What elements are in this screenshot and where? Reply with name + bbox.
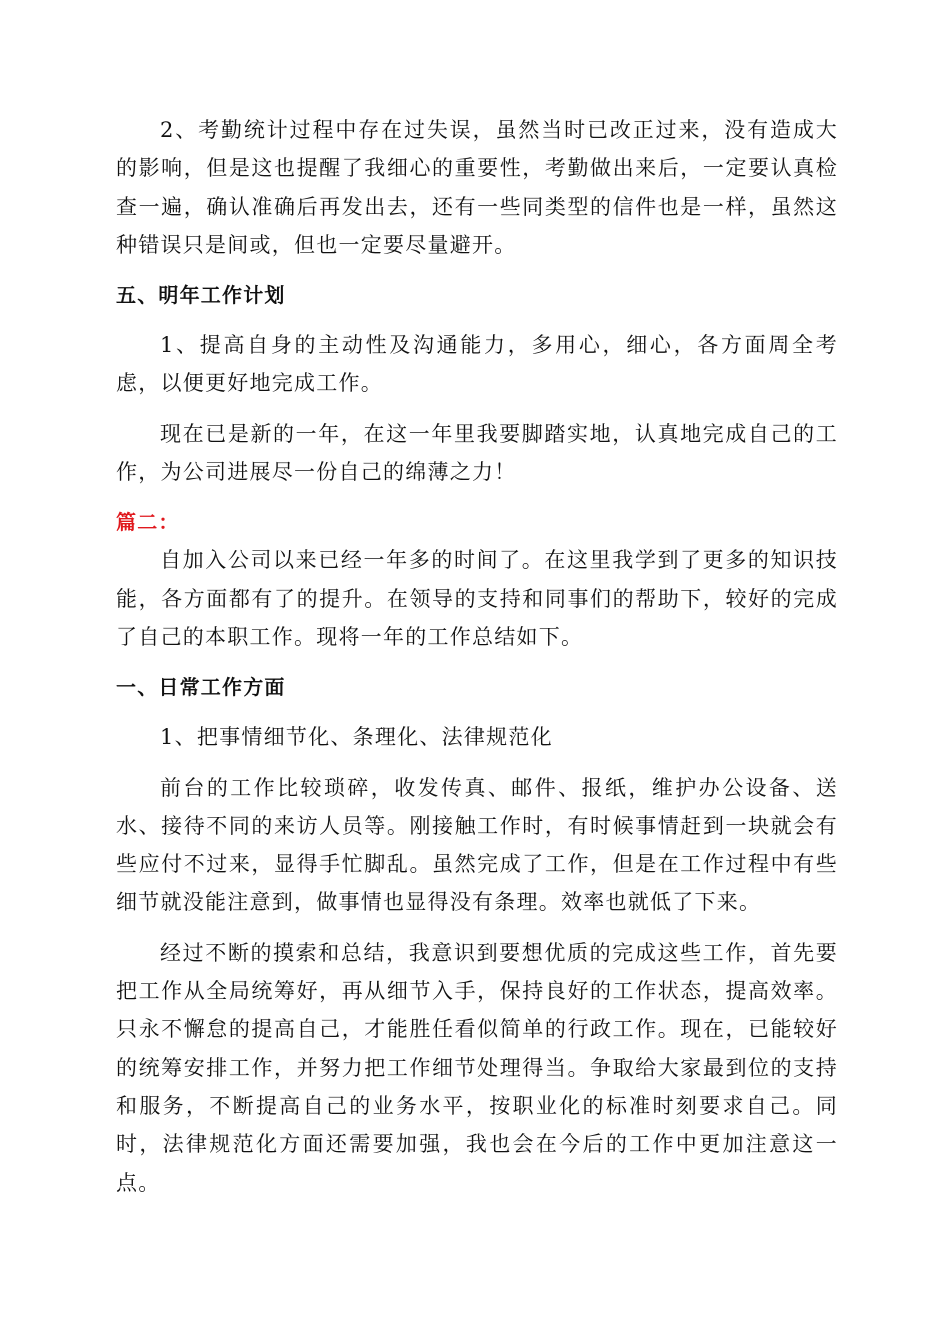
paragraph-daily-work-item-1: 1、把事情细节化、条理化、法律规范化 — [160, 725, 553, 750]
paragraph-improvement-summary: 经过不断的摸索和总结，我意识到要想优质的完成这些工作，首先要把工作从全局统筹好，再从细节入手，保持良好的工作状态，提高效率。只永不懈怠的提高自己，才能胜任看似简单的行政工作。现在，已能较好的统筹安排工作，并努力把工作细节处理得当。争取给大家最到位的支持和服务，不断提高自己的业务水平，按职业化的标准时刻要求自己。同时，法律规范化方面还需要加强，我也会在今后的工作中更加注意这一点。 — [116, 940, 838, 1195]
paragraph-plan-item-1: 1、提高自身的主动性及沟通能力，多用心，细心，各方面周全考虑，以便更好地完成工作。 — [116, 333, 838, 396]
heading-daily-work: 一、日常工作方面 — [116, 675, 286, 700]
paragraph-part-two-intro: 自加入公司以来已经一年多的时间了。在这里我学到了更多的知识技能，各方面都有了的提升。在领导的支持和同事们的帮助下，较好的完成了自己的本职工作。现将一年的工作总结如下。 — [116, 548, 838, 649]
paragraph-front-desk-duties: 前台的工作比较琐碎，收发传真、邮件、报纸，维护办公设备、送水、接待不同的来访人员等。刚接触工作时，有时候事情赶到一块就会有些应付不过来，显得手忙脚乱。虽然完成了工作，但是在工作过程中有些细节就没能注意到，做事情也显得没有条理。效率也就低了下来。 — [116, 775, 838, 915]
heading-next-year-plan: 五、明年工作计划 — [116, 283, 286, 308]
paragraph-new-year-closing: 现在已是新的一年，在这一年里我要脚踏实地，认真地完成自己的工作，为公司进展尽一份自己的绵薄之力！ — [116, 421, 838, 485]
heading-part-two: 篇二： — [116, 510, 180, 535]
document-body — [116, 111, 838, 1202]
paragraph-attendance-mistake: 2、考勤统计过程中存在过失误，虽然当时已改正过来，没有造成大的影响，但是这也提醒了我细心的重要性，考勤做出来后，一定要认真检查一遍，确认准确后再发出去，还有一些同类型的信件也是一样，虽然这种错误只是间或，但也一定要尽量避开。 — [116, 118, 838, 257]
